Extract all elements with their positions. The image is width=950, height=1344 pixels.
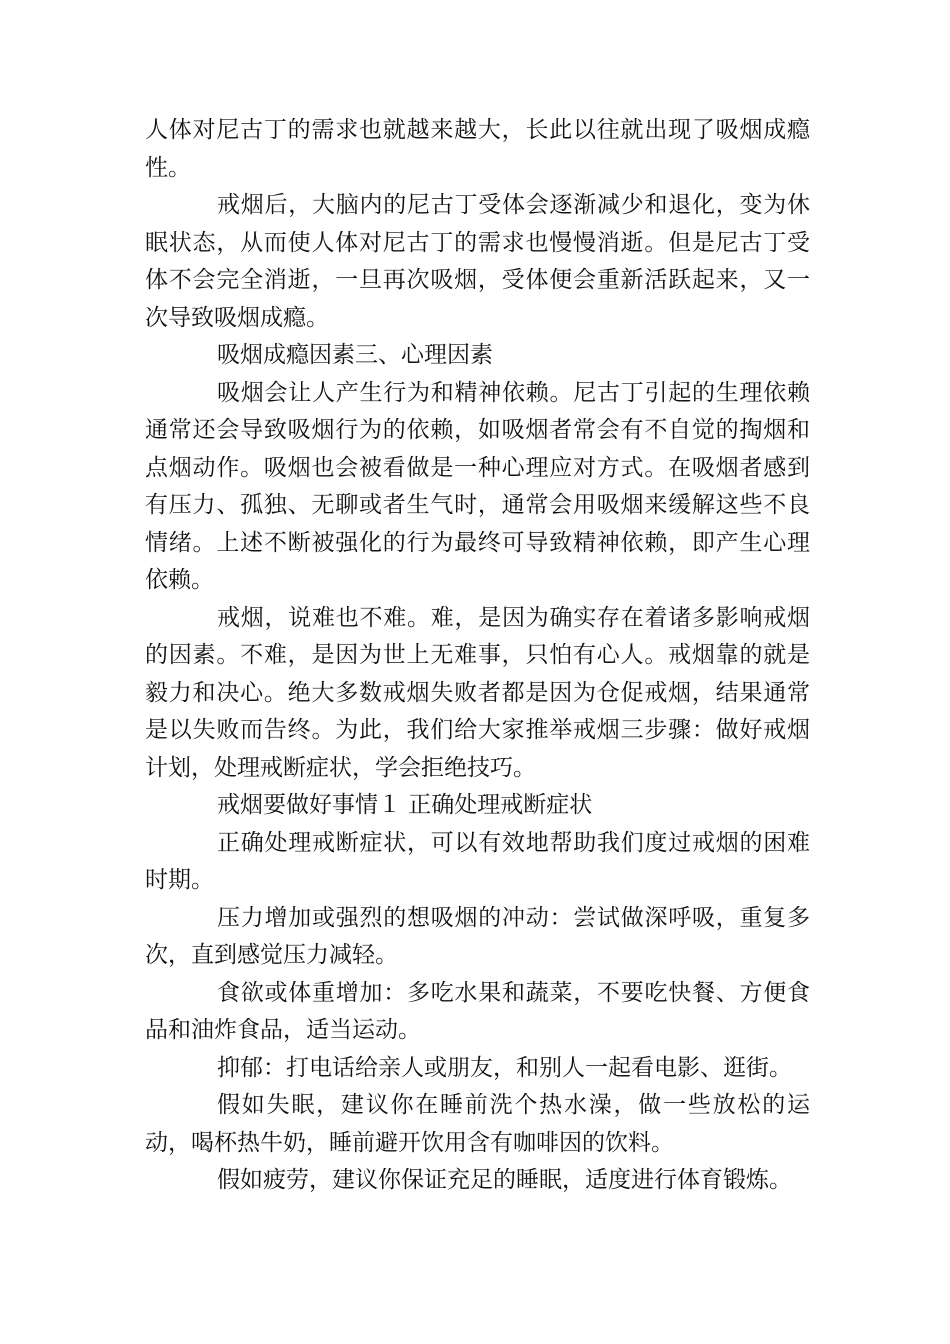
paragraph-depression-tip: 抑郁：打电话给亲人或朋友，和别人一起看电影、逛街。 — [217, 1054, 792, 1081]
section-heading-psychological-factor: 吸烟成瘾因素三、心理因素 — [217, 342, 493, 368]
paragraph-appetite-tip: 食欲或体重增加：多吃水果和蔬菜，不要吃快餐、方便食品和油炸食品，适当运动。 — [145, 979, 810, 1043]
paragraph-withdrawal-intro: 正确处理戒断症状，可以有效地帮助我们度过戒烟的困难时期。 — [145, 829, 810, 893]
paragraph-stress-tip: 压力增加或强烈的想吸烟的冲动：尝试做深呼吸，重复多次，直到感觉压力减轻。 — [145, 904, 810, 968]
section-heading-withdrawal: 戒烟要做好事情１ 正确处理戒断症状 — [217, 792, 593, 818]
paragraph-after-quitting: 戒烟后，大脑内的尼古丁受体会逐渐减少和退化，变为休眠状态，从而使人体对尼古丁的需求也慢慢消逝。但是尼古丁受体不会完全消逝，一旦再次吸烟，受体便会重新活跃起来，又一次导致吸烟成瘾。 — [145, 192, 810, 331]
paragraph-insomnia-tip: 假如失眠，建议你在睡前洗个热水澡，做一些放松的运动，喝杯热牛奶，睡前避开饮用含有咖啡因的饮料。 — [145, 1092, 810, 1156]
paragraph-behavioral-dependence: 吸烟会让人产生行为和精神依赖。尼古丁引起的生理依赖通常还会导致吸烟行为的依赖，如吸烟者常会有不自觉的掏烟和点烟动作。吸烟也会被看做是一种心理应对方式。在吸烟者感到有压力、孤独、无聊或者生气时，通常会用吸烟来缓解这些不良情绪。上述不断被强化的行为最终可导致精神依赖，即产生心理依赖。 — [145, 379, 810, 593]
paragraph-three-steps: 戒烟，说难也不难。难，是因为确实存在着诸多影响戒烟的因素。不难，是因为世上无难事，只怕有心人。戒烟靠的就是毅力和决心。绝大多数戒烟失败者都是因为仓促戒烟，结果通常是以失败而告终。为此，我们给大家推举戒烟三步骤：做好戒烟计划，处理戒断症状，学会拒绝技巧。 — [145, 604, 810, 781]
document-body — [145, 112, 810, 1200]
paragraph-fatigue-tip: 假如疲劳，建议你保证充足的睡眠，适度进行体育锻炼。 — [217, 1167, 792, 1193]
paragraph-nicotine-demand: 人体对尼古丁的需求也就越来越大，长此以往就出现了吸烟成瘾性。 — [145, 117, 810, 181]
